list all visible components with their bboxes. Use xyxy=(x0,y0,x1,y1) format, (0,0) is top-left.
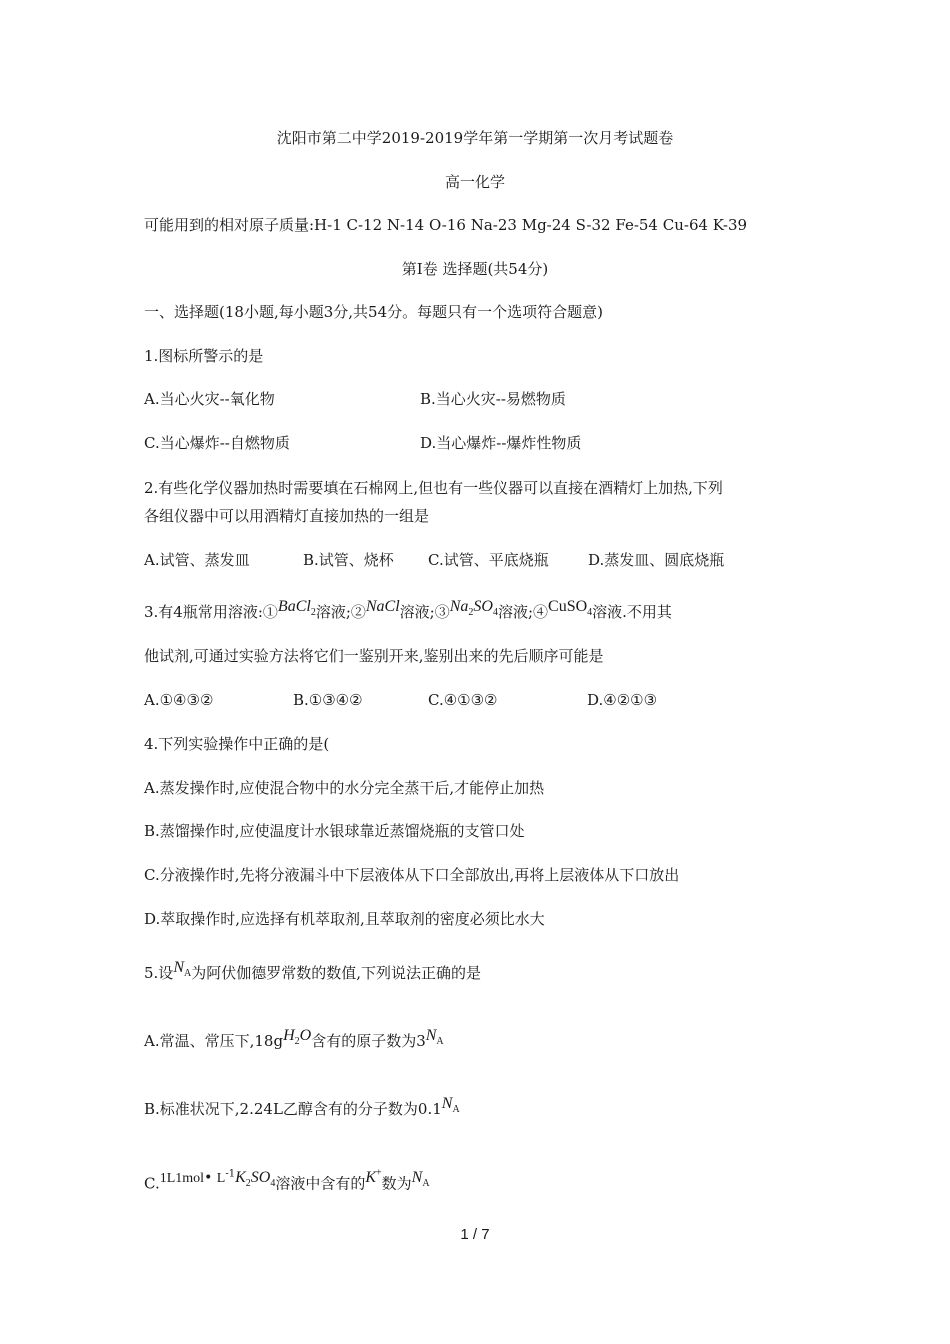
page-number: 1 / 7 xyxy=(460,1226,490,1243)
atomic-masses: 可能用到的相对原子质量:H-1 C-12 N-14 O-16 Na-23 Mg-24 S-32 Fe-54 Cu-64 K-39 xyxy=(144,216,748,234)
q2-stem-line1: 2.有些化学仪器加热时需要填在石棉网上,但也有一些仪器可以直接在酒精灯上加热,下列 xyxy=(144,479,723,497)
q2-stem-line2: 各组仪器中可以用酒精灯直接加热的一组是 xyxy=(144,507,430,525)
symbol-na: NA xyxy=(173,959,192,980)
formula-na2so4: Na2SO4 xyxy=(449,598,498,619)
q4-option-a: A.蒸发操作时,应使混合物中的水分完全蒸干后,才能停止加热 xyxy=(144,779,545,797)
q5-stem: 5.设$^{N_A}$为阿伏伽德罗常数的数值,下列说法正确的是 xyxy=(144,959,481,982)
subject-title: 高一化学 xyxy=(444,173,505,191)
formula-bacl2: BaCl2 xyxy=(277,598,316,619)
q1-option-a: A.当心火灾--氧化物 xyxy=(144,390,275,408)
q1-stem: 1.图标所警示的是 xyxy=(144,347,264,365)
q5-option-b: B.标准状况下,2.24L乙醇含有的分子数为$0.1^{N_A}$ xyxy=(144,1095,460,1118)
q2-option-a: A.试管、蒸发皿 xyxy=(144,551,250,569)
formula-h2o: H2O xyxy=(283,1027,312,1048)
q1-option-b: B.当心火灾--易燃物质 xyxy=(420,390,566,408)
exam-title: 沈阳市第二中学2019-2019学年第一学期第一次月考试题卷 xyxy=(276,129,674,147)
q2-option-b: B.试管、烧杯 xyxy=(303,551,394,569)
formula-nacl: NaCl xyxy=(365,598,400,615)
symbol-na: NA xyxy=(441,1095,460,1116)
q3-prefix: 3.有4瓶常用溶液:① xyxy=(144,603,278,621)
section-instructions: 一、选择题(18小题,每小题3分,共54分。每题只有一个选项符合题意) xyxy=(144,303,603,321)
q3-option-a: A.①④③② xyxy=(144,691,214,709)
q3-stem-line2: 他试剂,可通过实验方法将它们一鉴别开来,鉴别出来的先后顺序可能是 xyxy=(144,647,604,665)
q1-option-d: D.当心爆炸--爆炸性物质 xyxy=(420,434,582,452)
q4-option-d: D.萃取操作时,应选择有机萃取剂,且萃取剂的密度必须比水大 xyxy=(144,910,545,928)
q4-stem: 4.下列实验操作中正确的是( xyxy=(144,735,330,753)
q2-option-d: D.蒸发皿、圆底烧瓶 xyxy=(588,551,725,569)
symbol-na: NA xyxy=(425,1027,444,1048)
q3-option-b: B.①③④② xyxy=(293,691,363,709)
q4-option-b: B.蒸馏操作时,应使温度计水银球靠近蒸馏烧瓶的支管口处 xyxy=(144,822,525,840)
q3-option-c: C.④①③② xyxy=(428,691,498,709)
q3-option-d: D.④②①③ xyxy=(587,691,658,709)
q4-option-c: C.分液操作时,先将分液漏斗中下层液体从下口全部放出,再将上层液体从下口放出 xyxy=(144,866,680,884)
q3-stem-line1: 3.有4瓶常用溶液:①$^{BaCl_2}$溶液;②$^{NaCl}$溶液;③$^{Na_2SO_4}$溶液;④$^{CuSO_4}$溶液.不用其 xyxy=(144,598,672,621)
q5-option-a: A.常温、常压下$,18g^{H_2O}$含有的原子数为$3^{N_A}$ xyxy=(144,1027,444,1050)
formula-concentration: 1L1mol• L-1K2SO4 xyxy=(159,1168,276,1190)
symbol-na: NA xyxy=(411,1169,430,1190)
q5-option-c: C.$^{1L1mol• L^{-1}K_2SO_4}$溶液中含有的$^{K^+}$数为$^{N_A}$ xyxy=(144,1168,430,1193)
section-title: 第Ⅰ卷 选择题(共54分) xyxy=(401,260,549,278)
q1-option-c: C.当心爆炸--自燃物质 xyxy=(144,434,290,452)
formula-cuso4: CuSO4 xyxy=(548,598,593,619)
q2-option-c: C.试管、平底烧瓶 xyxy=(428,551,549,569)
symbol-k-ion: K+ xyxy=(365,1168,382,1187)
